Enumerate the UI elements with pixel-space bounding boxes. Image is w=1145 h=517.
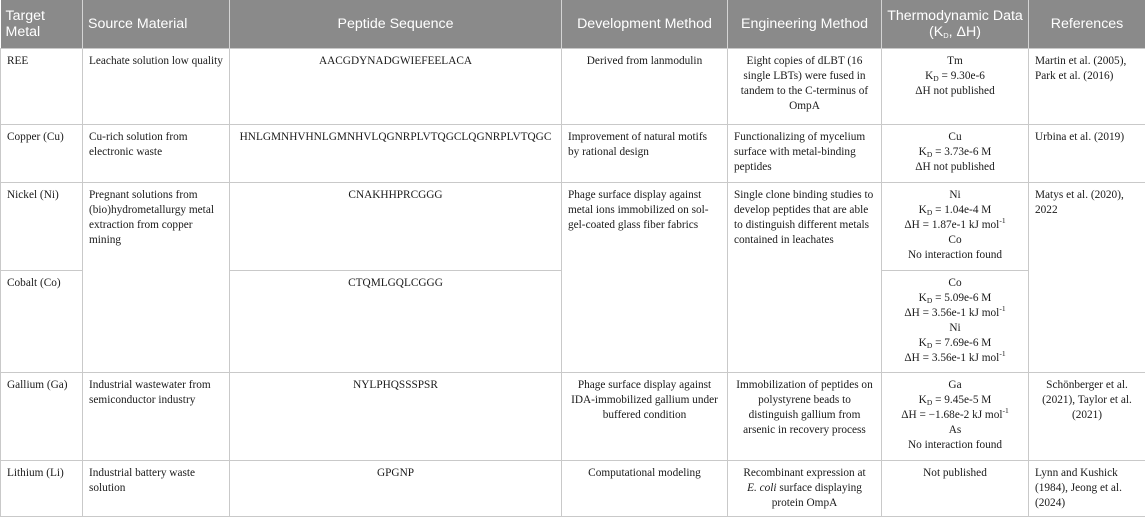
thermo-dh: ΔH = 1.87e-1 kJ mol$^{-1}$ — [904, 215, 1006, 231]
cell-peptide-sequence: GPGNP — [230, 460, 562, 516]
table-row-nickel — [1, 182, 1145, 270]
thermo-metal-secondary: As — [948, 423, 962, 436]
cell-source-material: Leachate solution low quality — [83, 48, 230, 124]
thermo-kd: $K_D = 1.04e-4$ M — [918, 203, 992, 217]
cell-peptide-sequence: CNAKHHPRCGGG — [230, 182, 562, 270]
cell-thermodynamic-data — [882, 372, 1029, 460]
cell-references: Lynn and Kushick (1984), Jeong et al. (2024) — [1029, 460, 1145, 516]
cell-source-material: Industrial wastewater from semiconductor industry — [83, 372, 230, 460]
cell-source-material: Pregnant solutions from (bio)hydrometallurgy metal extraction from copper mining — [83, 182, 230, 372]
cell-source-material: Cu-rich solution from electronic waste — [83, 124, 230, 182]
cell-references: Matys et al. (2020), 2022 — [1029, 182, 1145, 372]
table-row-gallium — [1, 372, 1145, 460]
header-source-material: Source Material — [83, 0, 230, 48]
thermo-dh-secondary: ΔH = 3.56e-1 kJ mol$^{-1}$ — [904, 348, 1006, 364]
thermo-metal: Ga — [948, 378, 962, 391]
cell-engineering-method: Single clone binding studies to develop peptides that are able to distinguish different metals contained in leachates — [728, 182, 882, 372]
cell-peptide-sequence: NYLPHQSSSPSR — [230, 372, 562, 460]
cell-peptide-sequence: AACGDYNADGWIEFEELACA — [230, 48, 562, 124]
table-row-lithium — [1, 460, 1145, 516]
organism-name: E. coli — [747, 481, 777, 494]
cell-references: Urbina et al. (2019) — [1029, 124, 1145, 182]
thermo-dh: ΔH not published — [915, 160, 995, 173]
thermo-kd: $K_D = 9.30e-6$ — [925, 69, 985, 83]
thermo-note: No interaction found — [907, 248, 1003, 261]
header-thermodynamic-data: Thermodynamic Data ($K_D$, ΔH) — [882, 0, 1029, 48]
header-references: References — [1029, 0, 1145, 48]
thermo-metal: Ni — [949, 188, 961, 201]
thermo-kd: $K_D = 9.45e-5$ M — [918, 393, 992, 407]
cell-development-method: Improvement of natural motifs by rational design — [562, 124, 728, 182]
cell-development-method: Phage surface display against metal ions immobilized on sol-gel-coated glass fiber fabrics — [562, 182, 728, 372]
cell-development-method: Computational modeling — [562, 460, 728, 516]
thermo-kd: $K_D = 5.09e-6$ M — [918, 291, 992, 305]
header-target-metal: Target Metal — [1, 0, 83, 48]
cell-target-metal: Cobalt (Co) — [1, 270, 83, 372]
thermo-dh: ΔH = −1.68e-2 kJ mol$^{-1}$ — [901, 405, 1009, 421]
header-engineering-method: Engineering Method — [728, 0, 882, 48]
cell-thermodynamic-data — [882, 182, 1029, 270]
thermo-metal: Cu — [948, 130, 962, 143]
cell-engineering-method: Immobilization of peptides on polystyrene beads to distinguish gallium from arsenic in recovery process — [728, 372, 882, 460]
table-row-copper — [1, 124, 1145, 182]
cell-thermodynamic-data — [882, 270, 1029, 372]
cell-development-method: Derived from lanmodulin — [562, 48, 728, 124]
cell-thermodynamic-data — [882, 48, 1029, 124]
thermo-metal-secondary: Co — [948, 233, 962, 246]
header-development-method: Development Method — [562, 0, 728, 48]
thermo-kd: $K_D = 3.73e-6$ M — [918, 145, 992, 159]
table-row-ree — [1, 48, 1145, 124]
cell-engineering-method: Functionalizing of mycelium surface with metal-binding peptides — [728, 124, 882, 182]
cell-target-metal: Copper (Cu) — [1, 124, 83, 182]
thermo-metal-secondary: Ni — [949, 321, 961, 334]
thermo-dh: ΔH not published — [915, 84, 995, 97]
cell-development-method: Phage surface display against IDA-immobilized gallium under buffered condition — [562, 372, 728, 460]
thermo-metal: Tm — [947, 54, 963, 67]
thermo-metal: Co — [948, 276, 962, 289]
cell-engineering-method: Eight copies of dLBT (16 single LBTs) were fused in tandem to the C-terminus of OmpA — [728, 48, 882, 124]
thermo-note: No interaction found — [907, 438, 1003, 451]
cell-thermodynamic-data — [882, 124, 1029, 182]
cell-peptide-sequence: HNLGMNHVHNLGMNHVLQGNRPLVTQGCLQGNRPLVTQGC — [230, 124, 562, 182]
cell-source-material: Industrial battery waste solution — [83, 460, 230, 516]
thermo-kd-secondary: $K_D = 7.69e-6$ M — [918, 336, 992, 350]
cell-thermodynamic-data: Not published — [882, 460, 1029, 516]
cell-target-metal: Nickel (Ni) — [1, 182, 83, 270]
cell-engineering-method: Recombinant expression at E. coli surface displaying protein OmpA — [728, 460, 882, 516]
cell-target-metal: REE — [1, 48, 83, 124]
header-peptide-sequence: Peptide Sequence — [230, 0, 562, 48]
header-row — [1, 0, 1145, 48]
cell-peptide-sequence: CTQMLGQLCGGG — [230, 270, 562, 372]
cell-references: Schönberger et al. (2021), Taylor et al. (2021) — [1029, 372, 1145, 460]
thermo-dh: ΔH = 3.56e-1 kJ mol$^{-1}$ — [904, 303, 1006, 319]
cell-references: Martin et al. (2005), Park et al. (2016) — [1029, 48, 1145, 124]
cell-target-metal: Gallium (Ga) — [1, 372, 83, 460]
cell-target-metal: Lithium (Li) — [1, 460, 83, 516]
